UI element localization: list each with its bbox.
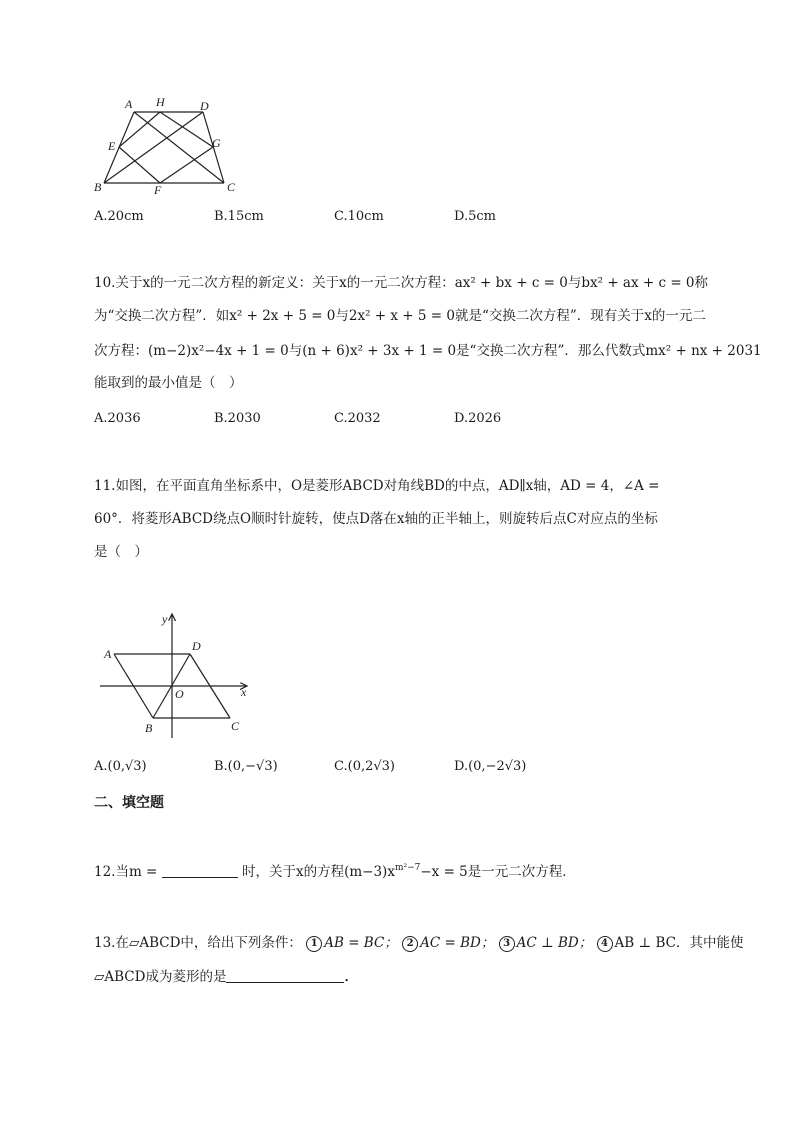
trapezoid-diagram — [88, 92, 248, 202]
q12-answer-blank[interactable] — [162, 863, 238, 878]
q13-answer-blank[interactable] — [226, 968, 344, 983]
label-E: E — [108, 139, 116, 153]
q10-line-3: 次方程：(m−2)x²−4x + 1 = 0与(n + 6)x² + 3x + 1 = 0是“交换二次方程”．那么代数式mx² + nx + 2031 — [94, 343, 762, 359]
label-G: G — [212, 136, 221, 150]
circled-number-1: 1 — [306, 936, 322, 952]
q12-line — [94, 862, 576, 882]
label-A: A — [104, 647, 112, 661]
q11-option-d[interactable]: D.(0,−2√3) — [454, 759, 527, 774]
q10-option-b[interactable]: B.2030 — [214, 411, 261, 426]
circled-number-4: 4 — [597, 936, 613, 952]
label-A: A — [125, 97, 133, 111]
label-H: H — [156, 95, 165, 109]
label-C: C — [227, 180, 236, 194]
label-C: C — [231, 719, 240, 733]
figure-trapezoid — [88, 92, 248, 202]
q13-condition-4: AB ⊥ BC．其中能使 — [614, 935, 744, 951]
q12-suffix: 时，关于x的方程(m−3)x — [241, 864, 395, 880]
q10-line-4: 能取到的最小值是（ ） — [94, 375, 243, 391]
q10-option-d[interactable]: D.2026 — [454, 411, 502, 426]
q13-condition-3: AC ⊥ BD； — [516, 935, 593, 951]
q13-line-2-end: ． — [344, 969, 358, 985]
figure-rhombus-coordinate — [95, 608, 265, 743]
q10-option-c[interactable]: C.2032 — [334, 411, 381, 426]
q13-line-1 — [94, 933, 743, 953]
q11-line-2: 60°．将菱形ABCD绕点O顺时针旋转，使点D落在x轴的正半轴上，则旋转后点C对应点的坐标 — [94, 511, 658, 527]
q10-option-a[interactable]: A.2036 — [94, 411, 141, 426]
q11-line-3: 是（ ） — [94, 544, 148, 560]
circled-number-3: 3 — [499, 936, 515, 952]
label-F: F — [154, 183, 162, 197]
label-B: B — [94, 180, 102, 194]
q9-option-d[interactable]: D.5cm — [454, 209, 496, 224]
q12-exponent: m²−7 — [394, 863, 421, 873]
q9-option-a[interactable]: A.20cm — [94, 209, 144, 224]
q13-condition-1: AB = BC； — [324, 935, 398, 951]
label-D: D — [200, 99, 209, 113]
label-D: D — [192, 639, 201, 653]
label-x-axis: x — [241, 685, 247, 699]
label-y-axis: y — [162, 612, 168, 626]
q13-line-2 — [94, 967, 358, 987]
label-B: B — [145, 721, 153, 735]
q10-line-1: 10.关于x的一元二次方程的新定义：关于x的一元二次方程：ax² + bx + c = 0与bx² + ax + c = 0称 — [94, 275, 709, 291]
q12-tail: −x = 5是一元二次方程． — [420, 864, 576, 880]
q13-condition-2: AC = BD； — [420, 935, 495, 951]
q11-option-b[interactable]: B.(0,−√3) — [214, 759, 278, 774]
q9-option-b[interactable]: B.15cm — [214, 209, 264, 224]
q13-line-2-text: ▱ABCD成为菱形的是 — [94, 969, 227, 985]
q11-option-a[interactable]: A.(0,√3) — [94, 759, 147, 774]
q11-line-1: 11.如图，在平面直角坐标系中，O是菱形ABCD对角线BD的中点，AD∥x轴，AD = 4，∠A = — [94, 478, 660, 494]
label-O: O — [175, 687, 184, 701]
q10-line-2: 为“交换二次方程”．如x² + 2x + 5 = 0与2x² + x + 5 = 0就是“交换二次方程”．现有关于x的一元二 — [94, 308, 706, 324]
q13-prefix: 13.在▱ABCD中，给出下列条件： — [94, 935, 302, 951]
q9-option-c[interactable]: C.10cm — [334, 209, 384, 224]
rhombus-diagram — [95, 608, 265, 743]
q12-prefix: 12.当m = — [94, 864, 158, 880]
section-title-fill-in: 二、填空题 — [94, 795, 164, 811]
circled-number-2: 2 — [402, 936, 418, 952]
q11-option-c[interactable]: C.(0,2√3) — [334, 759, 395, 774]
